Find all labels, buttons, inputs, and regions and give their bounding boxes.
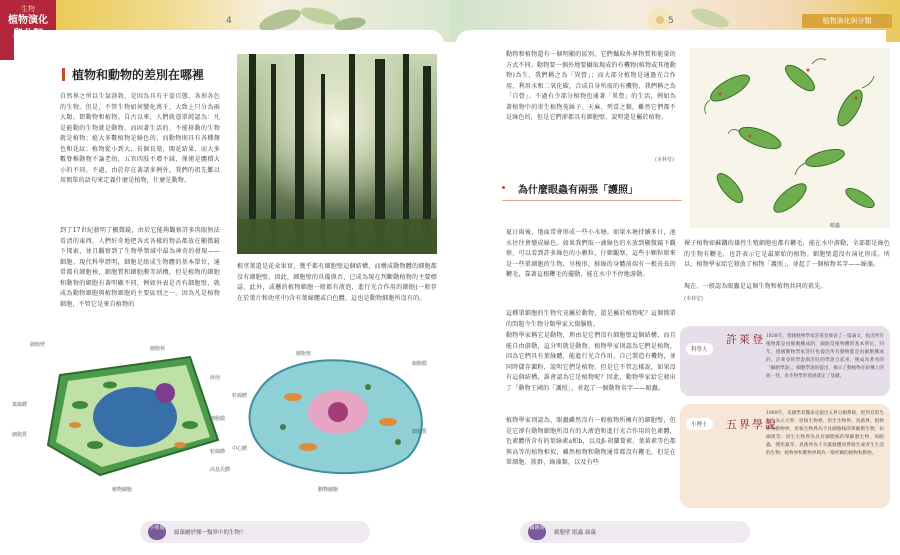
chapter-tab: 植物演化與分類 [802, 14, 892, 28]
right-paragraph-7: 現在，一般認為眼蟲是這個生物和植物共同的祖先。 [684, 283, 827, 290]
footer-keyword-pill [520, 521, 750, 543]
footer-question-text: 綠藻屬於哪一類界中的生物？ [174, 530, 246, 536]
side-tag-small: 生物 [21, 5, 35, 13]
right-paragraph-3: 這種單細胞的生物究竟屬於動物，還是屬於植物呢？這個簡單的問題令生物分類學家大傷腦筋。 [506, 310, 676, 328]
animal-label-mitochondria: 粒線體 [232, 393, 248, 399]
right-paragraph-2: 夏日雨後，地面常會形成一些小水塘。如果水塘持續多日，池水往往會變成綠色。如果我們取一滴綠色的水放到顯微鏡下觀察，可以看到許多綠色的小顆粒，仔細觀察，這些小顆粒原來是一些單細胞的生物，呈梭形，鮮綠的身體前端有一根長長的鞭毛，靠著這根鞭毛的擺動，能在水中不停地游動。 [506, 229, 676, 278]
side-tag-line1: 植物演化 [8, 15, 48, 26]
plant-label-wall: 細胞壁 [30, 342, 46, 348]
plant-label-golgi: 高基氏體 [210, 467, 231, 473]
right-heading: 為什麼眼蟲有兩張「護照」 [518, 185, 638, 196]
animal-cell-diagram [238, 352, 438, 482]
scientist-text: 1838年，德國植物學家許萊登發表了一篇論文，指出所有植物都是由細胞構成的，細胞是植物體的基本單位，同年，德國動物學家許旺也提出所有動物都是由細胞構成的。許萊登的學說與許旺的學說合起來，便成為著名的「細胞學說」。細胞學說的提出，揭示了動植物在結構上的統一性，為生物學的發展奠定了基礎。 [766, 334, 884, 379]
heading-text: 植物和動物的差別在哪裡 [72, 68, 205, 82]
animal-label-nucleus: 細胞核 [296, 351, 312, 357]
page-number-right: 5 [668, 16, 674, 26]
doctor-role-badge: 小博士 [686, 418, 713, 430]
paragraph-1: 自然界之所以生氣勃勃，是因為具有千姿百態、各形各色的生物。但是，不管生物如何變化萬千，大致上只分為兩大類，即動物和植物。自古以來，人們就憑單純認為：凡是能動的生物就是動物，而固著生活的、不能移動的生物就是植物；絕大多數植物是綠色的，而動物則具有各種顏色和花紋；植物從小到大，長個長葉，開花結果，而大多數脊椎動物不論老幼，五官四肢不增不減，僅僅是體積大小的不同。不過，由於存在著諸多例外，我們的祖先難以用簡單的語句來定義什麼是植物，什麼是動物。 [60, 93, 220, 184]
scientist-role-badge: 科學人 [686, 343, 713, 355]
footer-question-tag: 小問題 [148, 524, 166, 540]
paragraph-3: 根莖葉還是花朵果實，幾乎都有細胞壁這個結構，而構成動物體的細胞都沒有細胞壁。因此，細胞壁的具備與否，已成為現在判斷動植物的主要標誌。此外，或懸的植物細胞一般都有液泡，進行光合作用的細胞(一般存在於葉片和幼莖中)含有葉綠體或白色體，這也是動物細胞所沒有的。 [237, 263, 437, 302]
footer-question-pill [140, 521, 370, 543]
right-paragraph-5: 植物學家則認為，眼蟲雖然沒有一般植物所擁有的細胞壁，但是它卻有動物細胞所沒有的大液泡和進行光合作用的色素體，色素體所含有的葉綠素a和b，以及β-胡蘿蔔素、葉黃素等色都與高等的植物相似，雖然植物和動物通常都沒有鞭毛，但是在單細胞、簇群、綠藻類，以及有些 [506, 417, 676, 466]
scientist-name: 許萊登 [726, 333, 765, 346]
right-editor-note-2: (本林堂) [684, 296, 703, 302]
page-heading [62, 66, 204, 83]
plant-label-cytoplasm: 細胞質 [12, 432, 28, 438]
doctor-name: 五界學說 [726, 418, 778, 431]
footer-keyword-text: 細胞壁 眼蟲 綠藻 [554, 530, 596, 536]
plant-label-mitochondria: 粒線體 [210, 449, 226, 455]
right-paragraph-1: 動物和植物還有一個明顯的區別，它們攝取外界物質和能量的方式不同。動物要一個外地要攝取現成的有機物(植物或其他動物)為生，我們稱之為「異營」；而大部分植物是通過光合作用，利用水和二氧化碳，合成自身所需的有機物，我們稱之為「自營」。不過有少部分植物也通著「異營」的生活，例如為著植物中的寄生植物菟絲子、天麻、列當之類，雖然它們都不是綠色的，但是它們卻都具有細胞壁，說明還是屬於植物。 [506, 51, 676, 121]
animal-label-membrane: 細胞膜 [412, 361, 428, 367]
animal-label-cytoplasm: 細胞質 [412, 429, 428, 435]
euglena-caption: 眼蟲 [830, 223, 841, 229]
animal-cell-caption: 動物細胞 [318, 487, 339, 493]
right-paragraph-6: 裸子植物如蘇鐵的雄性生殖細胞也都有鞭毛，能在水中游動，全部都是綠色的生物有鞭毛，也許表示它是最原始的植物。細胞壁還沒有演化形成。所以，植物學家給它發放了植物「護照」，並起了一個植物名字——綠藻。 [684, 240, 890, 268]
plant-label-vacuole: 液泡 [210, 375, 221, 381]
plant-cell-diagram [40, 345, 225, 485]
heading2-divider [502, 200, 682, 201]
heading2-dot [502, 186, 505, 189]
paragraph-2: 到了17世紀發明了顯微鏡，由於它能夠觀察許多肉眼無法看清的東西，人們好奇地把各式各樣的物品都放在顯微鏡下探索，並且觀察到了生物學領域中最為神奇的發現——細胞。現代科學證明，細胞是組成生物體的基本單位，通常都有細胞核，細胞質和細胞膜等結構，但是植物的細胞和動物的細胞有著明顯不同，例如外表是否有細胞壁，就成為動物細胞與植物細胞的主要區別之一。因為凡是植物細胞，不管它是來自植物的 [60, 227, 220, 308]
plant-cell-caption: 植物細胞 [112, 487, 133, 493]
plant-label-chloroplast: 葉綠體 [12, 402, 28, 408]
right-page [450, 0, 900, 555]
plant-label-nucleus: 細胞核 [150, 346, 166, 352]
heading-marker [62, 68, 65, 81]
euglena-illustration [690, 48, 890, 228]
right-editor-note-1: (本林堂) [655, 157, 674, 163]
doctor-text: 1969年，美國學者魏泰克提出五界分類系統，把所有的生物分為五大界：原核生物界、原生生物界、真菌界、植物界和動物界。原核生物界為不具細胞核的單細胞生物，如細菌等；原生生物界為具有細胞核的單細胞生物，如眼蟲、變形蟲等；真菌界為不具葉綠體而營腐生或寄生生活的生物；植物界和動物界則為一般所稱的植物和動物。 [766, 411, 884, 456]
right-paragraph-4: 動物學家稱它是動物，理由是它們沒有細胞壁這個結構，而且能自由游動，這分明就是動物。植物學家則認為它們是植物，因為它們具有葉綠體，能進行光合作用，自己製造有機物，並同時儲存澱粉，說明它們是植物。但是它不管怎樣說，如果沒有這個結構，誰會認為它是植物呢？因此，動物學家給它發出了「動物王國的「護照」，並起了一個動物名字——眼蟲。 [506, 332, 676, 392]
animal-label-centrosome: 中心體 [232, 446, 248, 452]
footer-keyword-tag: 關鍵詞 [528, 524, 546, 540]
page-number-left: 4 [226, 16, 232, 26]
forest-photo [237, 54, 437, 254]
plant-label-membrane: 細胞膜 [210, 416, 226, 422]
